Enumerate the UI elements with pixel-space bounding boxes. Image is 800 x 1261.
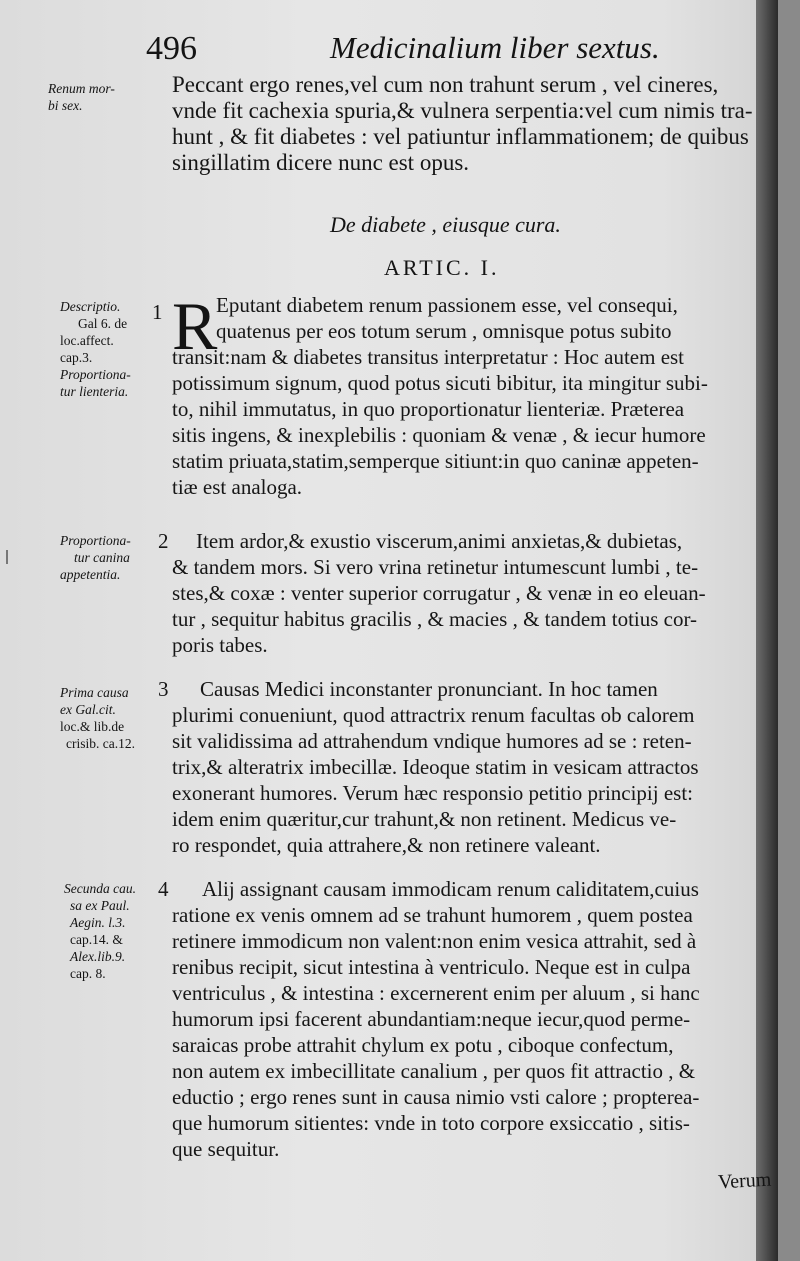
- paragraph-4: 4 Alij assignant causam immodicam renum caliditatem,cuius ratione ex venis omnem ad se trahunt humorem , quem postea retinere immodicum non valent:non enim vesica attrahit, sed à renibus recipit, sicut intestina à ventriculo. Neque est in culpa ventriculus , & intestina : excernerent enim per aluum , si hanc humorum ipsi facerent abundantiam:neque iecur,quod perme- saraicas probe attrahit chylum ex potu , ciboque confectum, non autem ex imbecillitate canalium , per quos fit attractio , & eductio ; ergo renes sunt in causa nimio vsti calore ; propterea- que humorum sitientes: vnde in toto corpore exsiccatio , sitis- que sequitur.: [158, 877, 700, 1161]
- paragraph-number-3: 3: [158, 677, 169, 701]
- section-heading: De diabete , eiusque cura.: [330, 212, 561, 237]
- drop-cap: R: [172, 288, 218, 364]
- marginal-note-2: Proportiona- tur canina appetentia.: [60, 533, 131, 582]
- paragraph-number-1: 1: [152, 300, 163, 324]
- marginal-note-1: Descriptio. Gal 6. de loc.affect. cap.3. Proportiona- tur lienteria.: [60, 299, 131, 399]
- paragraph-1: Eputant diabetem renum passionem esse, vel consequi, quatenus per eos totum serum , omnisque potus subito transit:nam & diabetes transitus interpretatur : Hoc autem est potissimum signum, quod potus sicuti bibitur, ita mingitur subi- to, nihil immutatus, in quo proportionatur lienteriæ. Præterea sitis ingens, & inexplebilis : quoniam & venæ , & iecur humore statim priuata,statim,semperque sitiunt:in quo caninæ appeten- tiæ est analoga.: [172, 293, 708, 499]
- ink-speck: [6, 550, 8, 564]
- paragraph-number-4: 4: [158, 877, 169, 901]
- paragraph-3: 3 Causas Medici inconstanter pronunciant. In hoc tamen plurimi conueniunt, quod attractrix renum facultas ob calorem sit validissima ad attrahendum vndique humores ad se : reten- trix,& alteratrix imbecillæ. Ideoque statim in vesicam attractos exonerant humores. Verum hæc responsio petitio principij est: idem enim quæritur,cur trahunt,& non retinent. Medicus ve- ro respondet, quia attrahere,& non retinere valeant.: [158, 677, 699, 857]
- marginal-note-intro: Renum mor- bi sex.: [48, 81, 115, 113]
- page-header: [0, 22, 778, 72]
- page-edge-shadow: [756, 0, 778, 1261]
- page-number: 496: [146, 30, 197, 67]
- marginal-note-3: Prima causa ex Gal.cit. loc.& lib.de crisib. ca.12.: [60, 685, 135, 751]
- running-title: Medicinalium liber sextus.: [330, 30, 660, 65]
- article-heading: ARTIC. I.: [384, 255, 500, 280]
- catchword: Verum: [717, 1168, 772, 1194]
- intro-paragraph: Peccant ergo renes,vel cum non trahunt serum , vel cineres, vnde fit cachexia spuria,& vulnera serpentia:vel cum nimis tra- hunt , & fit diabetes : vel patiuntur inflammationem; de quibus singillatim dicere nunc est opus.: [172, 72, 753, 175]
- marginal-note-4: Secunda cau. sa ex Paul. Aegin. l.3. cap.14. & Alex.lib.9. cap. 8.: [64, 881, 136, 981]
- paragraph-2: 2 Item ardor,& exustio viscerum,animi anxietas,& dubietas, & tandem mors. Si vero vrina retinetur intumescunt lumbi , te- stes,& coxæ : venter superior corrugatur , & venæ in eo eleuan- tur , sequitur habitus gracilis , & macies , & tandem totius cor- poris tabes.: [158, 529, 706, 657]
- paragraph-number-2: 2: [158, 529, 169, 553]
